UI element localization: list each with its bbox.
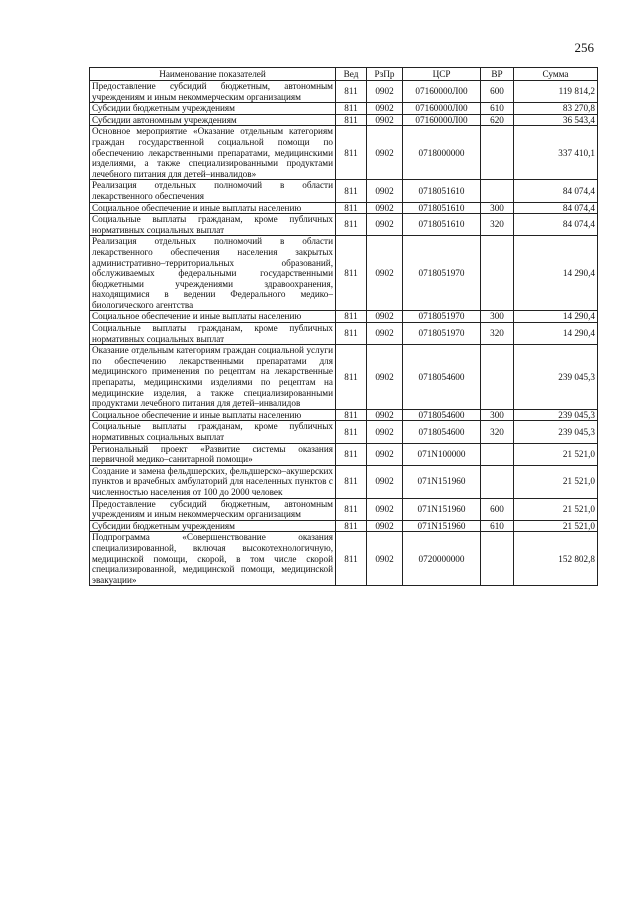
- cell-vr: 600: [481, 498, 514, 520]
- cell-csr: 0720000000: [403, 532, 481, 586]
- cell-vr: 600: [481, 81, 514, 103]
- cell-rzpr: 0902: [367, 126, 403, 180]
- cell-ved: 811: [336, 311, 367, 323]
- cell-rzpr: 0902: [367, 180, 403, 202]
- cell-name: Социальные выплаты гражданам, кроме публичных нормативных социальных выплат: [90, 421, 336, 443]
- cell-sum: 239 045,3: [514, 409, 598, 421]
- cell-rzpr: 0902: [367, 532, 403, 586]
- cell-rzpr: 0902: [367, 81, 403, 103]
- cell-sum: 152 802,8: [514, 532, 598, 586]
- cell-vr: 620: [481, 114, 514, 126]
- cell-rzpr: 0902: [367, 114, 403, 126]
- header-rzpr: РзПр: [367, 68, 403, 81]
- cell-sum: 21 521,0: [514, 498, 598, 520]
- cell-vr: 610: [481, 520, 514, 532]
- table-row: [90, 421, 598, 443]
- cell-csr: 07160000Л00: [403, 114, 481, 126]
- cell-name: Субсидии бюджетным учреждениям: [90, 520, 336, 532]
- cell-ved: 811: [336, 126, 367, 180]
- table-row: [90, 180, 598, 202]
- cell-csr: 071N151960: [403, 465, 481, 498]
- table-row: [90, 409, 598, 421]
- cell-csr: 0718054600: [403, 345, 481, 410]
- table-row: [90, 323, 598, 345]
- cell-name: Социальные выплаты гражданам, кроме публичных нормативных социальных выплат: [90, 214, 336, 236]
- cell-name: Основное мероприятие «Оказание отдельным категориям граждан государственной социальной помощи по обеспечению лекарственными препаратами, медицинскими изделиями, а также специализированными продуктами лечебного питания для детей–инвалидов»: [90, 126, 336, 180]
- cell-sum: 36 543,4: [514, 114, 598, 126]
- cell-rzpr: 0902: [367, 214, 403, 236]
- cell-name: Подпрограмма «Совершенствование оказания специализированной, включая высокотехнологичную, медицинской помощи, скорой, в том числе скорой специализированной, медицинской помощи, медицинской эвакуации»: [90, 532, 336, 586]
- cell-csr: 071N151960: [403, 498, 481, 520]
- cell-rzpr: 0902: [367, 409, 403, 421]
- cell-sum: 239 045,3: [514, 345, 598, 410]
- cell-vr: [481, 236, 514, 311]
- cell-sum: 21 521,0: [514, 465, 598, 498]
- cell-sum: 119 814,2: [514, 81, 598, 103]
- cell-ved: 811: [336, 236, 367, 311]
- cell-vr: [481, 465, 514, 498]
- header-csr: ЦСР: [403, 68, 481, 81]
- cell-sum: 14 290,4: [514, 323, 598, 345]
- cell-ved: 811: [336, 498, 367, 520]
- cell-rzpr: 0902: [367, 103, 403, 115]
- cell-ved: 811: [336, 443, 367, 465]
- cell-vr: [481, 532, 514, 586]
- cell-ved: 811: [336, 103, 367, 115]
- cell-name: Создание и замена фельдшерских, фельдшерско–акушерских пунктов и врачебных амбулаторий для населенных пунктов с численностью населения от 100 до 2000 человек: [90, 465, 336, 498]
- cell-csr: 071N151960: [403, 520, 481, 532]
- header-sum: Сумма: [514, 68, 598, 81]
- cell-csr: 0718051610: [403, 202, 481, 214]
- cell-vr: [481, 443, 514, 465]
- cell-vr: [481, 345, 514, 410]
- table-row: [90, 520, 598, 532]
- cell-csr: 0718054600: [403, 409, 481, 421]
- cell-rzpr: 0902: [367, 520, 403, 532]
- table-row: [90, 126, 598, 180]
- table-row: [90, 81, 598, 103]
- cell-name: Социальное обеспечение и иные выплаты населению: [90, 409, 336, 421]
- cell-sum: 21 521,0: [514, 443, 598, 465]
- cell-vr: 300: [481, 311, 514, 323]
- table-row: [90, 202, 598, 214]
- cell-rzpr: 0902: [367, 323, 403, 345]
- cell-sum: 84 074,4: [514, 202, 598, 214]
- cell-csr: 071N100000: [403, 443, 481, 465]
- cell-sum: 14 290,4: [514, 311, 598, 323]
- cell-ved: 811: [336, 323, 367, 345]
- table-row: [90, 236, 598, 311]
- table-row: [90, 103, 598, 115]
- header-vr: ВР: [481, 68, 514, 81]
- cell-vr: 320: [481, 421, 514, 443]
- cell-name: Предоставление субсидий бюджетным, автономным учреждениям и иным некоммерческим организациям: [90, 81, 336, 103]
- cell-vr: 300: [481, 202, 514, 214]
- cell-rzpr: 0902: [367, 498, 403, 520]
- cell-ved: 811: [336, 214, 367, 236]
- cell-ved: 811: [336, 180, 367, 202]
- cell-vr: 320: [481, 214, 514, 236]
- cell-vr: [481, 180, 514, 202]
- cell-rzpr: 0902: [367, 465, 403, 498]
- header-ved: Вед: [336, 68, 367, 81]
- cell-vr: [481, 126, 514, 180]
- table-row: [90, 532, 598, 586]
- cell-ved: 811: [336, 345, 367, 410]
- cell-ved: 811: [336, 409, 367, 421]
- cell-csr: 07160000Л00: [403, 81, 481, 103]
- cell-rzpr: 0902: [367, 311, 403, 323]
- cell-name: Реализация отдельных полномочий в области лекарственного обеспечения населения закрытых административно–территориальных образований, обслуживаемых федеральными государственными бюджетными учреждениями здравоохранения, находящимися в ведении Федерального медико–биологического агентства: [90, 236, 336, 311]
- cell-sum: 14 290,4: [514, 236, 598, 311]
- cell-csr: 0718051970: [403, 236, 481, 311]
- cell-csr: 0718051970: [403, 311, 481, 323]
- cell-name: Социальное обеспечение и иные выплаты населению: [90, 311, 336, 323]
- table-header-row: [90, 68, 598, 81]
- cell-csr: 07160000Л00: [403, 103, 481, 115]
- cell-ved: 811: [336, 81, 367, 103]
- cell-rzpr: 0902: [367, 421, 403, 443]
- cell-name: Субсидии бюджетным учреждениям: [90, 103, 336, 115]
- cell-ved: 811: [336, 114, 367, 126]
- cell-vr: 320: [481, 323, 514, 345]
- cell-sum: 337 410,1: [514, 126, 598, 180]
- cell-sum: 83 270,8: [514, 103, 598, 115]
- cell-csr: 0718000000: [403, 126, 481, 180]
- table-row: [90, 345, 598, 410]
- cell-csr: 0718051610: [403, 180, 481, 202]
- table-row: [90, 465, 598, 498]
- cell-ved: 811: [336, 202, 367, 214]
- cell-name: Региональный проект «Развитие системы оказания первичной медико–санитарной помощи»: [90, 443, 336, 465]
- table-row: [90, 214, 598, 236]
- cell-csr: 0718051970: [403, 323, 481, 345]
- page-number: 256: [574, 40, 594, 55]
- cell-vr: 300: [481, 409, 514, 421]
- cell-vr: 610: [481, 103, 514, 115]
- cell-sum: 21 521,0: [514, 520, 598, 532]
- cell-rzpr: 0902: [367, 236, 403, 311]
- table-row: [90, 498, 598, 520]
- table-row: [90, 311, 598, 323]
- budget-table: [89, 67, 598, 586]
- cell-name: Предоставление субсидий бюджетным, автономным учреждениям и иным некоммерческим организациям: [90, 498, 336, 520]
- cell-name: Оказание отдельным категориям граждан социальной услуги по обеспечению лекарственными препаратами для медицинского применения по рецептам на лекарственные препараты, медицинскими изделиями по рецептам на медицинские изделия, а также специализированными продуктами лечебного питания для детей–инвалидов: [90, 345, 336, 410]
- cell-sum: 239 045,3: [514, 421, 598, 443]
- cell-ved: 811: [336, 532, 367, 586]
- cell-name: Субсидии автономным учреждениям: [90, 114, 336, 126]
- cell-csr: 0718054600: [403, 421, 481, 443]
- cell-ved: 811: [336, 465, 367, 498]
- cell-sum: 84 074,4: [514, 180, 598, 202]
- cell-rzpr: 0902: [367, 345, 403, 410]
- cell-name: Социальные выплаты гражданам, кроме публичных нормативных социальных выплат: [90, 323, 336, 345]
- header-name: Наименование показателей: [90, 68, 336, 81]
- cell-name: Социальное обеспечение и иные выплаты населению: [90, 202, 336, 214]
- table-row: [90, 114, 598, 126]
- cell-csr: 0718051610: [403, 214, 481, 236]
- cell-sum: 84 074,4: [514, 214, 598, 236]
- cell-ved: 811: [336, 520, 367, 532]
- cell-ved: 811: [336, 421, 367, 443]
- table-row: [90, 443, 598, 465]
- cell-name: Реализация отдельных полномочий в области лекарственного обеспечения: [90, 180, 336, 202]
- cell-rzpr: 0902: [367, 202, 403, 214]
- cell-rzpr: 0902: [367, 443, 403, 465]
